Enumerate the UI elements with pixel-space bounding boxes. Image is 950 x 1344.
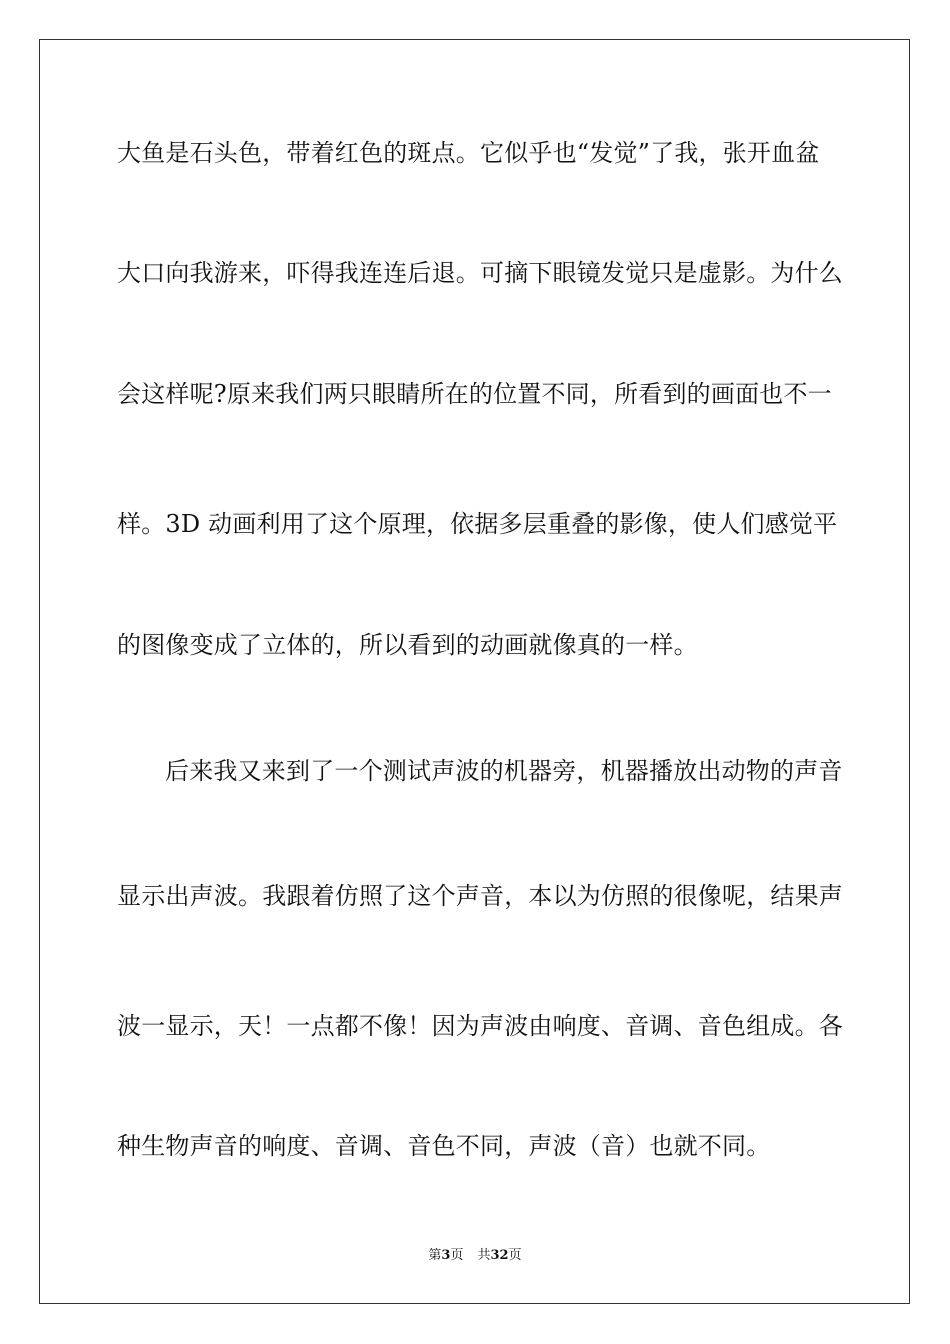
- total-suffix: 页: [508, 1248, 522, 1263]
- body-text-line: 大鱼是石头色，带着红色的斑点。它似乎也“发觉”了我，张开血盆: [117, 139, 820, 167]
- body-text-line: 会这样呢?原来我们两只眼睛所在的位置不同，所看到的画面也不一: [117, 380, 832, 408]
- body-text-line: 的图像变成了立体的，所以看到的动画就像真的一样。: [117, 631, 698, 659]
- paragraph-start-line: 后来我又来到了一个测试声波的机器旁，机器播放出动物的声音: [165, 757, 843, 785]
- total-prefix: 共: [477, 1248, 491, 1263]
- total-page-count: 32: [490, 1248, 509, 1263]
- body-text-line: 波一显示，天！一点都不像！因为声波由响度、音调、音色组成。各: [117, 1012, 843, 1040]
- page-prefix: 第: [428, 1248, 442, 1263]
- page-suffix: 页: [450, 1248, 464, 1263]
- body-text-line: 种生物声音的响度、音调、音色不同，声波（音）也就不同。: [117, 1132, 771, 1160]
- page-footer: [0, 1247, 950, 1265]
- page-border: [39, 39, 910, 1304]
- body-text-line: 显示出声波。我跟着仿照了这个声音，本以为仿照的很像呢，结果声: [117, 882, 843, 910]
- body-text-line: 大口向我游来，吓得我连连后退。可摘下眼镜发觉只是虚影。为什么: [117, 259, 843, 287]
- body-text-line: 样。3D 动画利用了这个原理，依据多层重叠的影像，使人们感觉平: [117, 510, 838, 538]
- current-page-number: 3: [441, 1248, 451, 1263]
